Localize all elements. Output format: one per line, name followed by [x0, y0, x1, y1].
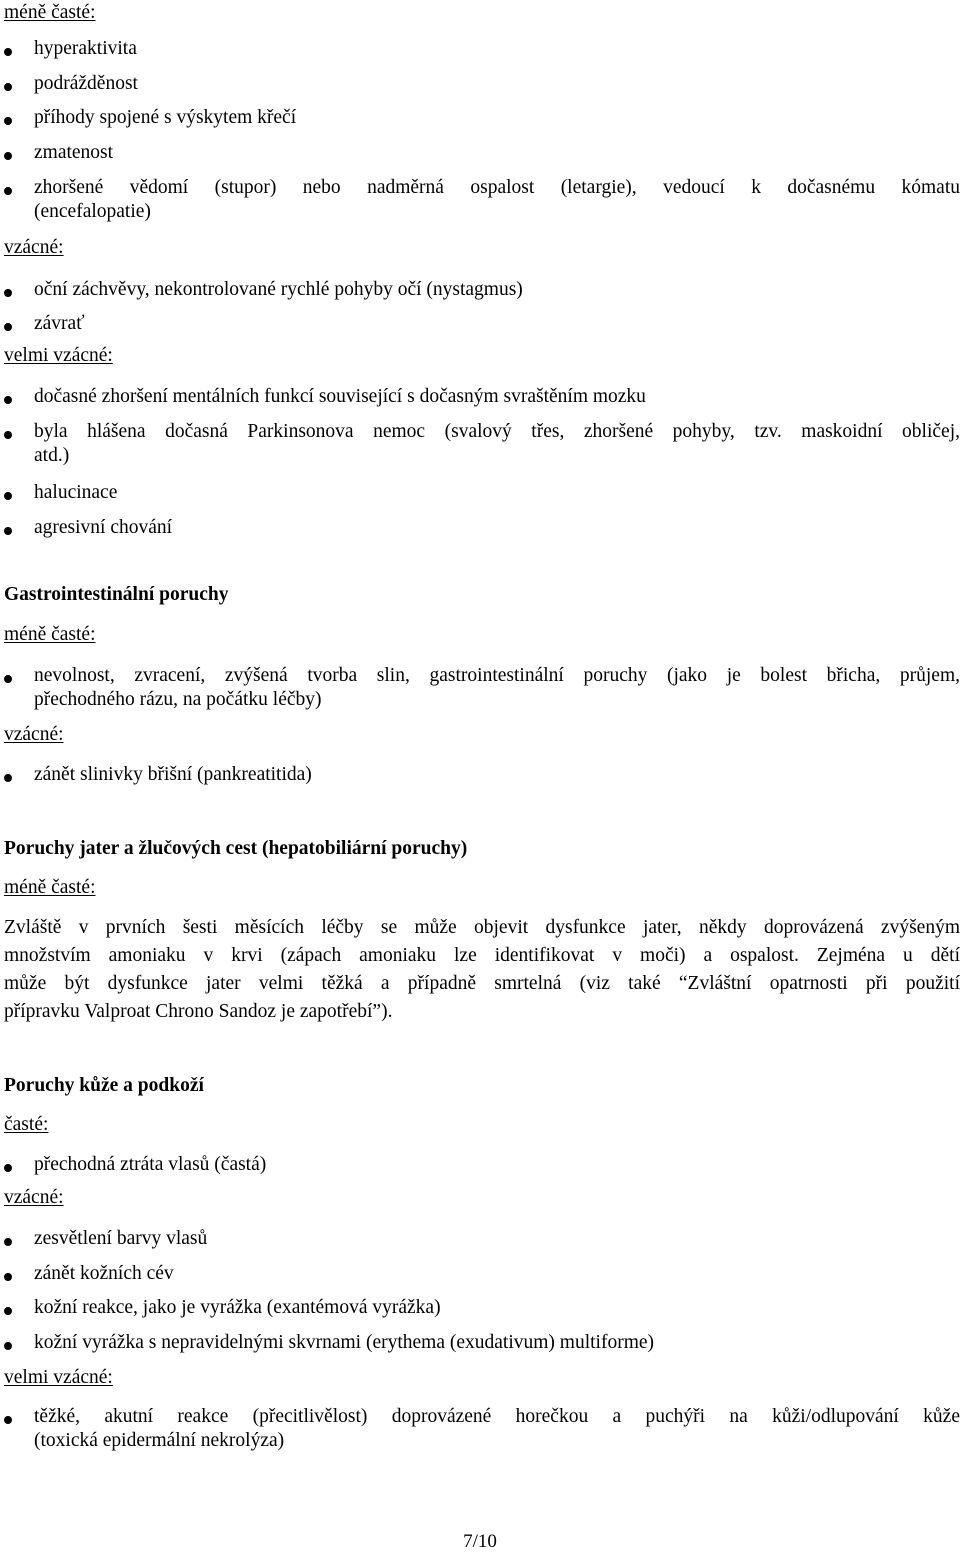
bullet-icon: [4, 83, 12, 91]
bullet-icon: [4, 152, 12, 160]
list-item-text: kožní reakce, jako je vyrážka (exantémová vyrážka): [34, 1297, 441, 1318]
list-item-text: nevolnost, zvracení, zvýšená tvorba slin, gastrointestinální poruchy (jako je bolest břicha, průjem, přechodného rázu, na počátku léčby): [34, 665, 960, 710]
section-heading-liver: Poruchy jater a žlučových cest (hepatobiliární poruchy): [4, 838, 468, 859]
bullet-icon: [4, 1164, 12, 1172]
bullet-icon: [4, 492, 12, 500]
frequency-label-less-common: méně časté:: [4, 624, 96, 645]
bullet-icon: [4, 1307, 12, 1315]
list-item-text: zánět kožních cév: [34, 1263, 174, 1284]
list-item-text: zhoršené vědomí (stupor) nebo nadměrná ospalost (letargie), vedoucí k dočasnému kómatu (encefalopatie): [34, 177, 960, 222]
bullet-icon: [4, 431, 12, 439]
list-item-text: byla hlášena dočasná Parkinsonova nemoc (svalový třes, zhoršené pohyby, tzv. maskoidní obličej, atd.): [34, 421, 960, 466]
list-item-text: příhody spojené s výskytem křečí: [34, 107, 297, 128]
list-item-text: závrať: [34, 313, 85, 334]
bullet-icon: [4, 396, 12, 404]
frequency-label-common: časté:: [4, 1114, 49, 1135]
bullet-icon: [4, 1342, 12, 1350]
liver-paragraph: Zvláště v prvních šesti měsících léčby se může objevit dysfunkce jater, někdy doprovázená zvýšeným množstvím amoniaku v krvi (zápach amoniaku lze identifikovat v moči) a ospalost. Zejména u dětí může být dysfunkce jater velmi těžká a případně smrtelná (viz také “Zvláštní opatrnosti při použití přípravku Valproat Chrono Sandoz je zapotřebí”).: [4, 917, 960, 1022]
frequency-label-rare: vzácné:: [4, 237, 64, 258]
list-item-text: hyperaktivita: [34, 38, 137, 59]
bullet-icon: [4, 1273, 12, 1281]
list-item-text: dočasné zhoršení mentálních funkcí související s dočasným svraštěním mozku: [34, 386, 646, 407]
bullet-icon: [4, 527, 12, 535]
section-heading-gastrointestinal: Gastrointestinální poruchy: [4, 584, 229, 605]
frequency-label-very-rare: velmi vzácné:: [4, 345, 113, 366]
list-item-text: agresivní chování: [34, 517, 173, 538]
list-item-text: těžké, akutní reakce (přecitlivělost) doprovázené horečkou a puchýři na kůži/odlupování kůže (toxická epidermální nekrolýza): [34, 1406, 960, 1451]
list-item-text: přechodná ztráta vlasů (častá): [34, 1154, 267, 1175]
list-item-text: oční záchvěvy, nekontrolované rychlé pohyby očí (nystagmus): [34, 279, 523, 300]
bullet-icon: [4, 675, 12, 683]
section-heading-skin: Poruchy kůže a podkoží: [4, 1075, 204, 1096]
list-item-text: zesvětlení barvy vlasů: [34, 1228, 208, 1249]
list-item-text: kožní vyrážka s nepravidelnými skvrnami (erythema (exudativum) multiforme): [34, 1332, 655, 1353]
list-item-text: zánět slinivky břišní (pankreatitida): [34, 764, 312, 785]
bullet-icon: [4, 774, 12, 782]
bullet-icon: [4, 117, 12, 125]
bullet-icon: [4, 1416, 12, 1424]
frequency-label-rare: vzácné:: [4, 1187, 64, 1208]
frequency-label-very-rare: velmi vzácné:: [4, 1367, 113, 1388]
bullet-icon: [4, 1238, 12, 1246]
frequency-label-less-common: méně časté:: [4, 2, 96, 23]
bullet-icon: [4, 48, 12, 56]
bullet-icon: [4, 289, 12, 297]
list-item-text: podrážděnost: [34, 73, 138, 94]
bullet-icon: [4, 323, 12, 331]
bullet-icon: [4, 187, 12, 195]
frequency-label-less-common: méně časté:: [4, 877, 96, 898]
frequency-label-rare: vzácné:: [4, 724, 64, 745]
list-item-text: zmatenost: [34, 142, 114, 163]
page-number: 7/10: [463, 1531, 497, 1552]
list-item-text: halucinace: [34, 482, 118, 503]
